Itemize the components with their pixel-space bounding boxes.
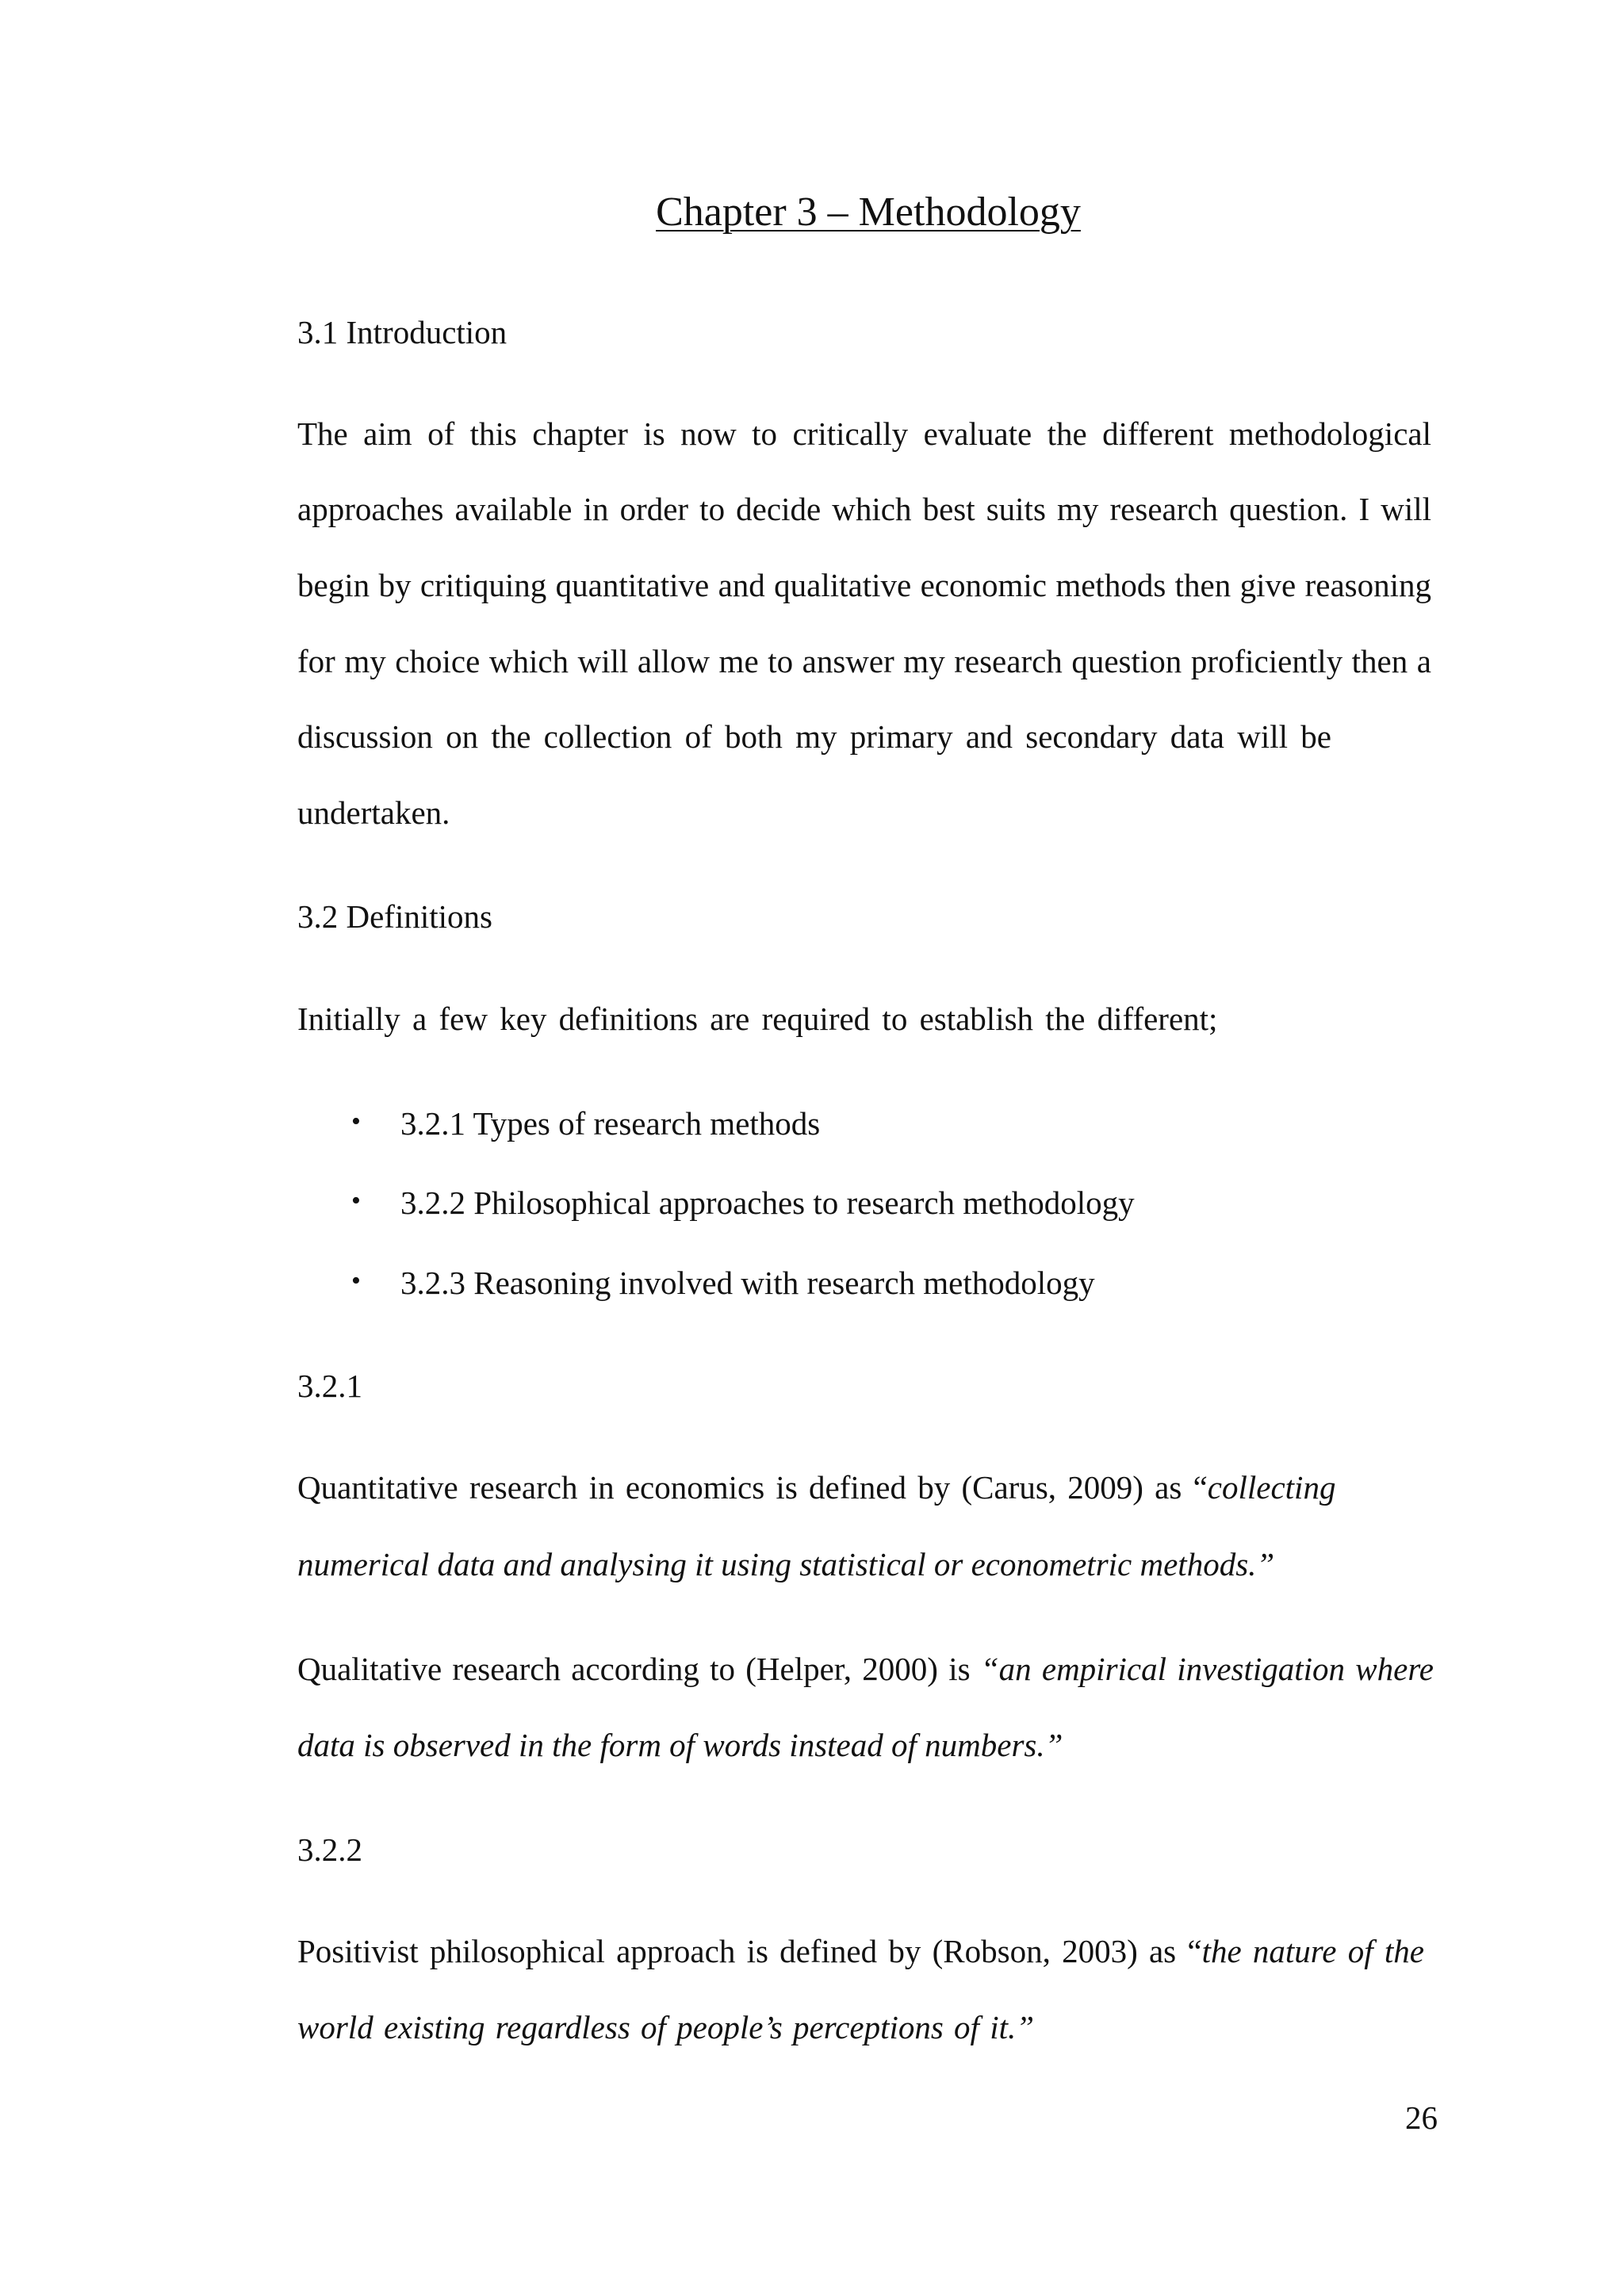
quantitative-definition-quote: collecting — [1207, 1469, 1336, 1506]
page-number: 26 — [1405, 2099, 1438, 2136]
positivist-definition-line-2: world existing regardless of people’s perceptions of it.” — [297, 2009, 1035, 2045]
subsection-label-322: 3.2.2 — [297, 1831, 362, 1868]
bullet-item-types: 3.2.1 Types of research methods — [400, 1105, 821, 1142]
bullet-icon: • — [351, 1186, 361, 1215]
qualitative-definition-quote: “an empirical investigation where — [980, 1651, 1434, 1687]
intro-paragraph-line-5: discussion on the collection of both my primary and secondary data will be — [297, 718, 1331, 755]
intro-paragraph-line-4: for my choice which will allow me to answer my research question proficiently then a — [297, 643, 1431, 679]
intro-paragraph-line-6: undertaken. — [297, 794, 450, 831]
bullet-item-philosophical: 3.2.2 Philosophical approaches to research methodology — [400, 1184, 1135, 1221]
bullet-icon: • — [351, 1107, 361, 1136]
quantitative-definition-line-2: numerical data and analysing it using statistical or econometric methods.” — [297, 1546, 1275, 1582]
bullet-icon: • — [351, 1266, 361, 1295]
definitions-intro: Initially a few key definitions are required to establish the different; — [297, 1001, 1218, 1037]
positivist-definition-text: Positivist philosophical approach is defined by (Robson, 2003) as “ — [297, 1933, 1202, 1969]
quantitative-definition-text: Quantitative research in economics is defined by (Carus, 2009) as “ — [297, 1469, 1208, 1506]
qualitative-definition-line-2: data is observed in the form of words instead of numbers.” — [297, 1727, 1063, 1763]
bullet-item-reasoning: 3.2.3 Reasoning involved with research methodology — [400, 1265, 1095, 1301]
intro-paragraph-line-1: The aim of this chapter is now to critically evaluate the different methodological — [297, 415, 1431, 452]
positivist-definition-quote: the nature of the — [1201, 1933, 1424, 1969]
subsection-label-321: 3.2.1 — [297, 1368, 362, 1404]
chapter-title: Chapter 3 – Methodology — [656, 189, 1081, 235]
intro-paragraph-line-3: begin by critiquing quantitative and qualitative economic methods then give reasoning — [297, 567, 1431, 603]
section-heading-definitions: 3.2 Definitions — [297, 898, 492, 935]
positivist-definition-line-1 — [297, 1935, 1424, 1968]
intro-paragraph-line-2: approaches available in order to decide which best suits my research question. I will — [297, 491, 1431, 527]
qualitative-definition-line-1 — [297, 1653, 1434, 1686]
qualitative-definition-text: Qualitative research according to (Helper, 2000) is — [297, 1651, 981, 1687]
quantitative-definition-line-1 — [297, 1471, 1335, 1504]
section-heading-introduction: 3.1 Introduction — [297, 314, 508, 350]
